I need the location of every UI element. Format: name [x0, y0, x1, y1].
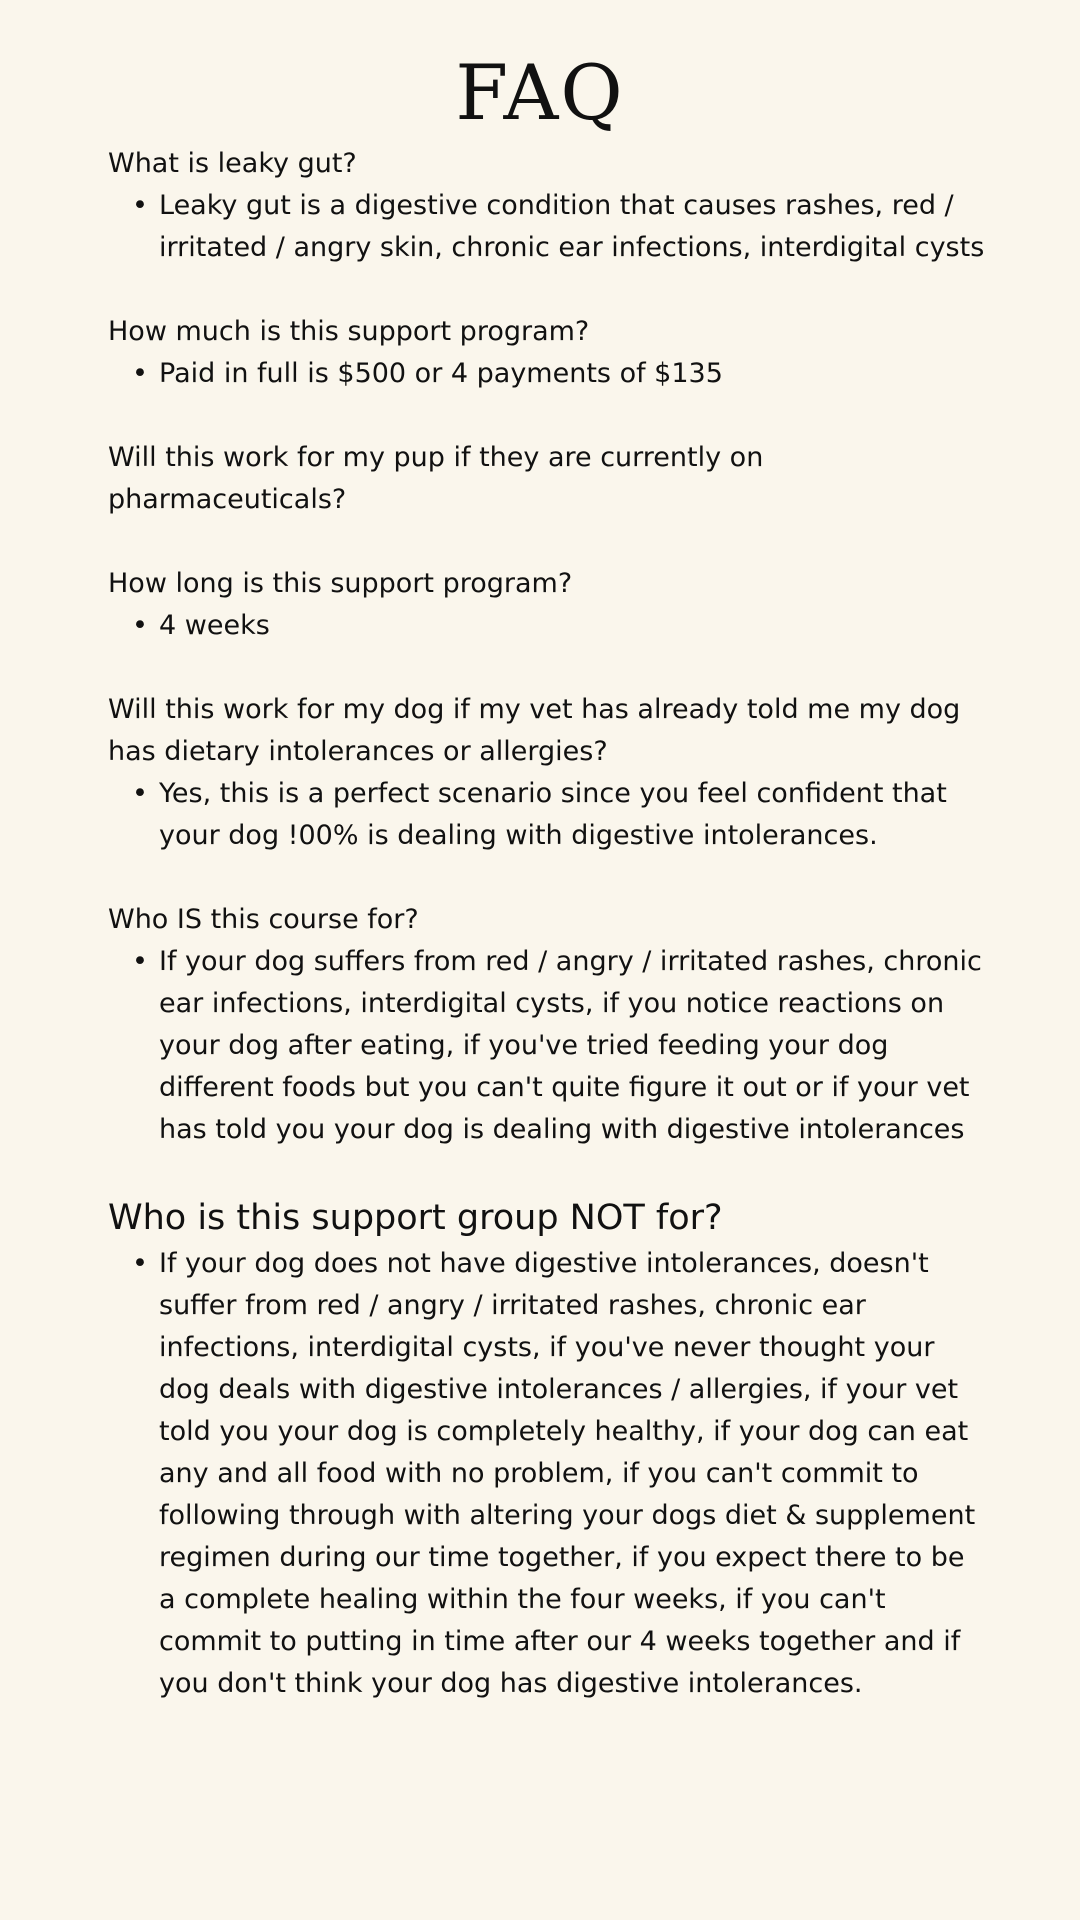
faq-answer-text: Leaky gut is a digestive condition that causes rashes, red / irritated / angry skin, chronic ear infections, interdigital cysts: [159, 190, 985, 263]
faq-question: Who IS this course for?: [108, 904, 419, 935]
faq-item-who-not-for: [108, 1193, 988, 1705]
faq-answer: [132, 353, 988, 395]
faq-list: [108, 143, 988, 1705]
bullet-icon: •: [132, 190, 148, 221]
faq-answer-text: If your dog does not have digestive intolerances, doesn't suffer from red / angry / irritated rashes, chronic ear infections, interdigital cysts, if you've never thought your dog deals with digestive intolerances / allergies, if your vet told you your dog is completely healthy, if your dog can eat any and all food with no problem, if you can't commit to following through with altering your dogs diet & supplement regimen during our time together, if you expect there to be a complete healing within the four weeks, if you can't commit to putting in time after our 4 weeks together and if you don't think your dog has digestive intolerances.: [159, 1248, 976, 1699]
faq-answer-text: If your dog suffers from red / angry / irritated rashes, chronic ear infections, interdigital cysts, if you notice reactions on your dog after eating, if you've tried feeding your dog different foods but you can't quite figure it out or if your vet has told you your dog is dealing with digestive intolerances: [159, 946, 982, 1145]
faq-answer-list: [108, 773, 988, 857]
faq-item-leaky-gut: [108, 143, 988, 269]
faq-answer-text: Paid in full is $500 or 4 payments of $135: [159, 358, 723, 389]
faq-question: Who is this support group NOT for?: [108, 1198, 723, 1238]
bullet-icon: •: [132, 610, 148, 641]
page-title: FAQ: [455, 48, 625, 137]
faq-answer: [132, 185, 988, 269]
bullet-icon: •: [132, 946, 148, 977]
faq-answer-list: [108, 605, 988, 647]
faq-answer: [132, 773, 988, 857]
faq-question: Will this work for my pup if they are currently on pharmaceuticals?: [108, 442, 764, 515]
faq-answer: [132, 605, 988, 647]
faq-answer: [132, 941, 988, 1151]
faq-answer-list: [108, 1243, 988, 1705]
bullet-icon: •: [132, 1248, 148, 1279]
faq-answer: [132, 1243, 988, 1705]
faq-question: How long is this support program?: [108, 568, 573, 599]
faq-item-vet-intolerances: [108, 689, 988, 857]
bullet-icon: •: [132, 358, 148, 389]
faq-item-duration: [108, 563, 988, 647]
faq-question: How much is this support program?: [108, 316, 590, 347]
faq-answer-list: [108, 353, 988, 395]
faq-question: Will this work for my dog if my vet has already told me my dog has dietary intolerances or allergies?: [108, 694, 961, 767]
faq-question: What is leaky gut?: [108, 148, 357, 179]
faq-answer-text: Yes, this is a perfect scenario since you feel confident that your dog !00% is dealing with digestive intolerances.: [159, 778, 947, 851]
faq-item-price: [108, 311, 988, 395]
faq-answer-list: [108, 185, 988, 269]
bullet-icon: •: [132, 778, 148, 809]
faq-answer-text: 4 weeks: [159, 610, 270, 641]
faq-answer-list: [108, 941, 988, 1151]
faq-item-who-is-for: [108, 899, 988, 1151]
faq-item-pharmaceuticals: [108, 437, 988, 521]
